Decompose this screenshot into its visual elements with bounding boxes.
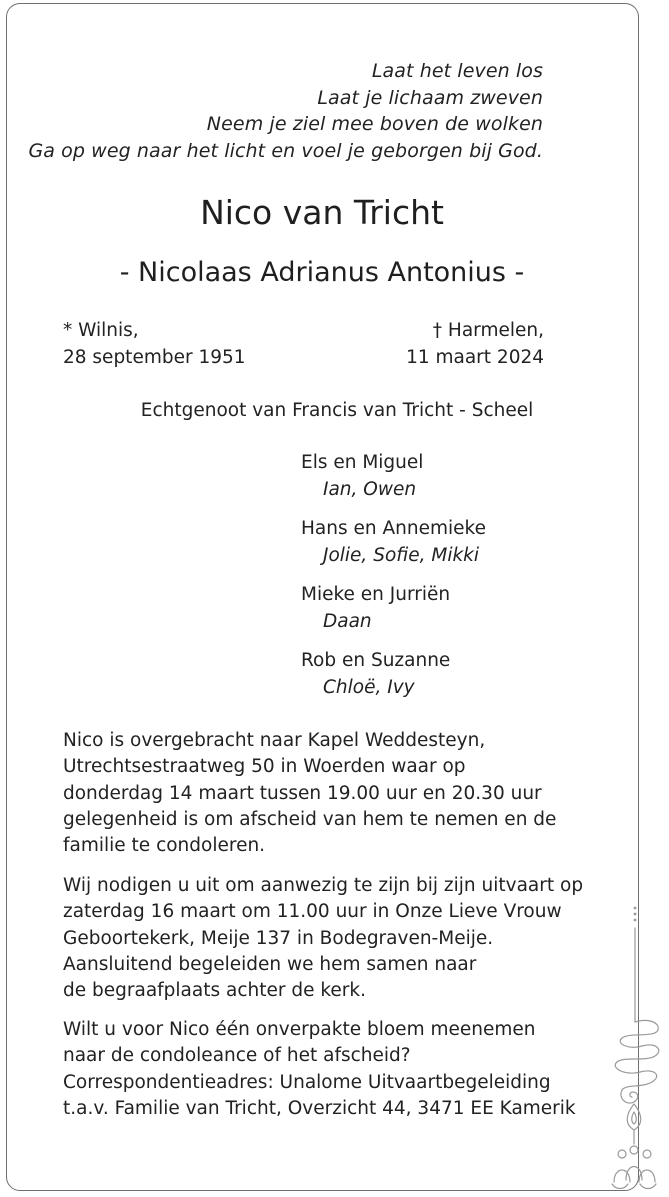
death-place: † Harmelen,: [432, 320, 544, 341]
paragraph-line: Utrechtsestraatweg 50 in Woerden waar op: [63, 756, 466, 778]
family-parents: Rob en Suzanne: [301, 650, 451, 671]
poem-line: Laat het leven los: [371, 60, 543, 82]
paragraph-line: naar de condoleance of het afscheid?: [63, 1045, 411, 1067]
paragraph-line: t.a.v. Familie van Tricht, Overzicht 44, 3471 EE Kamerik: [63, 1098, 576, 1120]
spouse-line: Echtgenoot van Francis van Tricht - Scheel: [140, 400, 534, 421]
paragraph-line: Wilt u voor Nico één onverpakte bloem meenemen: [63, 1019, 536, 1040]
funeral-paragraph: [63, 873, 583, 1004]
family-parents: Hans en Annemieke: [301, 518, 486, 539]
family-children: Ian, Owen: [323, 478, 417, 500]
paragraph-line: Geboortekerk, Meije 137 in Bodegraven-Meije.: [63, 927, 494, 949]
family-group: [301, 582, 486, 648]
birth-info: [63, 317, 246, 371]
deceased-full-name: - Nicolaas Adrianus Antonius -: [119, 257, 525, 288]
family-group: [301, 648, 486, 714]
viewing-paragraph: [63, 728, 556, 859]
paragraph-line: Correspondentieadres: Unalome Uitvaartbegeleiding: [63, 1072, 551, 1093]
poem-line: Laat je lichaam zweven: [317, 86, 543, 109]
death-info: [406, 317, 544, 371]
paragraph-line: zaterdag 16 maart om 11.00 uur in Onze Lieve Vrouw: [63, 901, 562, 923]
paragraph-line: donderdag 14 maart tussen 19.00 uur en 20.30 uur: [63, 782, 542, 804]
family-parents: Mieke en Jurriën: [301, 584, 451, 605]
deceased-name: Nico van Tricht: [200, 193, 444, 232]
paragraph-line: Nico is overgebracht naar Kapel Weddesteyn,: [63, 730, 486, 751]
family-group: [301, 516, 486, 582]
birth-place: * Wilnis,: [63, 320, 139, 341]
obituary-card: [6, 3, 639, 1191]
paragraph-line: gelegenheid is om afscheid van hem te nemen en de: [63, 808, 557, 830]
paragraph-line: Aansluitend begeleiden we hem samen naar: [63, 953, 477, 975]
family-parents: Els en Miguel: [301, 452, 424, 473]
unalome-ornament-icon: [600, 900, 669, 1197]
poem-line: Neem je ziel mee boven de wolken: [206, 113, 543, 135]
correspondence-paragraph: [63, 1070, 576, 1123]
death-date: 11 maart 2024: [406, 347, 544, 368]
flower-request-paragraph: [63, 1017, 536, 1070]
family-list: [301, 450, 486, 714]
family-children: Chloë, Ivy: [323, 676, 415, 698]
poem: [28, 58, 543, 164]
family-children: Daan: [323, 610, 372, 632]
paragraph-line: familie te condoleren.: [63, 835, 266, 857]
paragraph-line: Wij nodigen u uit om aanwezig te zijn bij zijn uitvaart op: [63, 875, 584, 896]
paragraph-line: de begraafplaats achter de kerk.: [63, 980, 366, 1002]
poem-line: Ga op weg naar het licht en voel je geborgen bij God.: [28, 139, 543, 162]
family-children: Jolie, Sofie, Mikki: [323, 544, 480, 566]
family-group: [301, 450, 486, 516]
birth-date: 28 september 1951: [63, 347, 246, 368]
